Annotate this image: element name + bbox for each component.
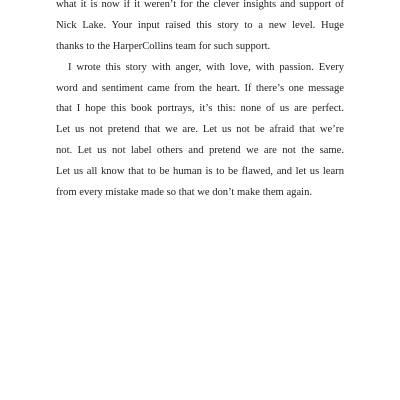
paragraph-line: what it is now if it weren’t for the clever insights and support of	[56, 0, 344, 10]
paragraph-line: word and sentiment came from the heart. If there’s one message	[56, 82, 344, 94]
paragraph-line: Let us not pretend that we are. Let us not be afraid that we’re	[56, 124, 344, 136]
paragraph-line: I wrote this story with anger, with love, with passion. Every	[68, 61, 344, 73]
paragraph-line: thanks to the HarperCollins team for such support.	[56, 40, 271, 52]
acknowledgments-text	[56, 0, 344, 204]
paragraph-line: that I hope this book portrays, it’s this: none of us are perfect.	[56, 103, 344, 115]
paragraph-line: Nick Lake. Your input raised this story to a new level. Huge	[56, 19, 344, 31]
paragraph-line: Let us all know that to be human is to be flawed, and let us learn	[56, 166, 344, 178]
paragraph-line: from every mistake made so that we don’t make them again.	[56, 187, 313, 199]
paragraph-1	[56, 0, 344, 58]
paragraph-line: not. Let us not label others and pretend we are not the same.	[56, 145, 344, 157]
paragraph-2	[56, 58, 344, 204]
